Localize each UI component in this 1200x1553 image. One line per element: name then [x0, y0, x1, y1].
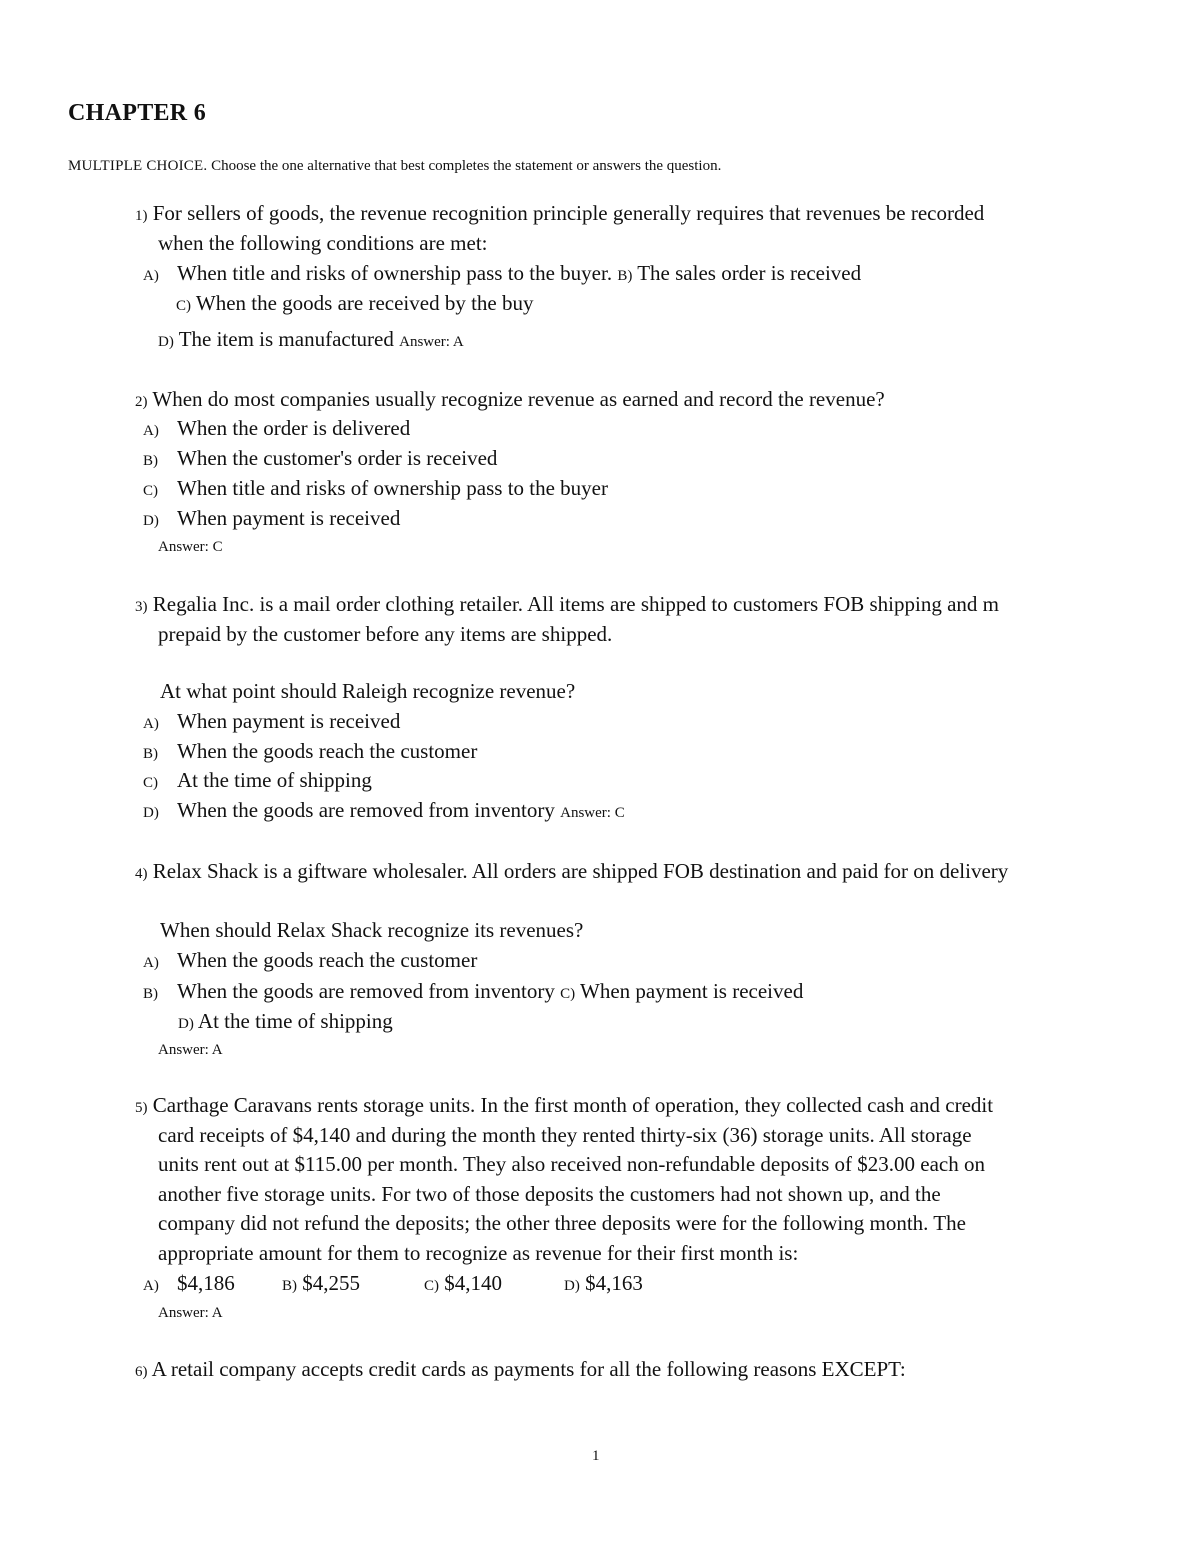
- option-label-b: B): [282, 1278, 297, 1294]
- option-a: When title and risks of ownership pass to the buyer.: [177, 261, 613, 285]
- option-label-d: D): [158, 334, 174, 350]
- instructions-text: Choose the one alternative that best completes the statement or answers the question.: [211, 158, 722, 174]
- option-d: The item is manufactured: [178, 327, 394, 351]
- option-d: At the time of shipping: [197, 1009, 393, 1033]
- option-c: When title and risks of ownership pass to the buyer: [177, 476, 608, 500]
- option-a: When the order is delivered: [177, 416, 411, 440]
- q2-option-b-row: [143, 446, 497, 471]
- option-a: When the goods reach the customer: [177, 948, 478, 972]
- q5-option-a: [143, 1271, 235, 1296]
- question-text: A retail company accepts credit cards as payments for all the following reasons EXCEPT:: [151, 1357, 906, 1381]
- question-text: Relax Shack is a giftware wholesaler. All orders are shipped FOB destination and paid for on delivery: [152, 859, 1009, 883]
- question-2: [135, 387, 885, 412]
- question-1: [135, 201, 984, 226]
- answer: Answer: A: [158, 1305, 223, 1321]
- option-label-d: D): [143, 513, 159, 529]
- q5-option-b: [282, 1271, 360, 1296]
- q2-option-a-row: [143, 416, 410, 441]
- question-5-line-2: card receipts of $4,140 and during the month they rented thirty-six (36) storage units. All storage: [158, 1123, 972, 1147]
- question-number: 2): [135, 394, 148, 410]
- option-d: When payment is received: [177, 506, 401, 530]
- q3-option-b-row: [143, 739, 477, 764]
- q5-option-c: [424, 1271, 502, 1296]
- question-3-prompt: At what point should Raleigh recognize revenue?: [160, 679, 576, 703]
- option-label-c: C): [143, 483, 158, 499]
- option-label-d: D): [178, 1016, 194, 1032]
- question-3-line-2: prepaid by the customer before any items are shipped.: [158, 622, 613, 646]
- q2-option-c-row: [143, 476, 608, 501]
- q3-option-a-row: [143, 709, 400, 734]
- question-6: [135, 1357, 906, 1382]
- option-label-b: B): [143, 986, 158, 1002]
- option-label-d: D): [143, 805, 159, 821]
- q4-option-d-row: [178, 1009, 393, 1034]
- q3-option-c-row: [143, 768, 372, 793]
- option-a: $4,186: [177, 1271, 235, 1295]
- question-5: [135, 1093, 993, 1118]
- answer: Answer: C: [560, 805, 625, 821]
- question-text: Regalia Inc. is a mail order clothing retailer. All items are shipped to customers FOB shipping and m: [152, 592, 999, 616]
- q3-option-d-row: [143, 798, 625, 823]
- option-label-b: B): [143, 746, 158, 762]
- q4-options-b-c: [143, 979, 803, 1004]
- option-label-a: A): [143, 1278, 159, 1294]
- question-1-line-2: when the following conditions are met:: [158, 231, 488, 255]
- option-label-a: A): [143, 716, 159, 732]
- question-5-line-3: units rent out at $115.00 per month. They also received non-refundable deposits of $23.00 each on: [158, 1152, 985, 1176]
- option-b: When the goods reach the customer: [177, 739, 478, 763]
- option-c: $4,140: [444, 1271, 502, 1295]
- option-label-d: D): [564, 1278, 580, 1294]
- option-label-b: B): [617, 268, 633, 284]
- page-number: 1: [592, 1448, 600, 1464]
- question-3: [135, 592, 999, 617]
- question-text: For sellers of goods, the revenue recognition principle generally requires that revenues be recorded: [152, 201, 985, 225]
- q1-option-c-row: [176, 291, 534, 316]
- option-c: When payment is received: [580, 979, 804, 1003]
- option-b: When the customer's order is received: [177, 446, 498, 470]
- question-text: Carthage Caravans rents storage units. In the first month of operation, they collected cash and credit: [152, 1093, 994, 1117]
- question-number: 5): [135, 1100, 148, 1116]
- option-label-a: A): [143, 268, 159, 284]
- option-label-b: B): [143, 453, 158, 469]
- option-label-a: A): [143, 423, 159, 439]
- question-number: 3): [135, 599, 148, 615]
- question-5-line-4: another five storage units. For two of those deposits the customers had not shown up, and the: [158, 1182, 941, 1206]
- chapter-title: CHAPTER 6: [68, 100, 207, 126]
- answer: Answer: C: [158, 539, 223, 555]
- option-b: When the goods are removed from inventory: [177, 979, 555, 1003]
- answer: Answer: A: [158, 1042, 223, 1058]
- option-label-c: C): [176, 298, 191, 314]
- option-d: When the goods are removed from inventory: [177, 798, 555, 822]
- option-label-c: C): [143, 775, 158, 791]
- option-label-a: A): [143, 955, 159, 971]
- option-a: When payment is received: [177, 709, 401, 733]
- q5-option-d: [564, 1271, 643, 1296]
- option-c: When the goods are received by the buy: [195, 291, 534, 315]
- question-text: When do most companies usually recognize revenue as earned and record the revenue?: [152, 387, 885, 411]
- instructions-heading: MULTIPLE CHOICE.: [68, 158, 208, 174]
- option-label-c: C): [424, 1278, 439, 1294]
- q1-options-a-b: [143, 261, 861, 286]
- q2-option-d-row: [143, 506, 400, 531]
- q1-option-d-row: [158, 327, 464, 352]
- question-number: 1): [135, 208, 148, 224]
- option-c: At the time of shipping: [177, 768, 372, 792]
- question-number: 6): [135, 1364, 148, 1380]
- question-5-line-6: appropriate amount for them to recognize as revenue for their first month is:: [158, 1241, 799, 1265]
- question-5-line-5: company did not refund the deposits; the other three deposits were for the following month. The: [158, 1211, 966, 1235]
- instructions: [68, 158, 721, 175]
- option-b: The sales order is received: [637, 261, 862, 285]
- option-b: $4,255: [302, 1271, 360, 1295]
- question-number: 4): [135, 866, 148, 882]
- option-d: $4,163: [585, 1271, 643, 1295]
- option-label-c: C): [560, 986, 576, 1002]
- question-4-prompt: When should Relax Shack recognize its revenues?: [160, 918, 584, 942]
- answer: Answer: A: [399, 334, 464, 350]
- q4-option-a-row: [143, 948, 477, 973]
- question-4: [135, 859, 1008, 884]
